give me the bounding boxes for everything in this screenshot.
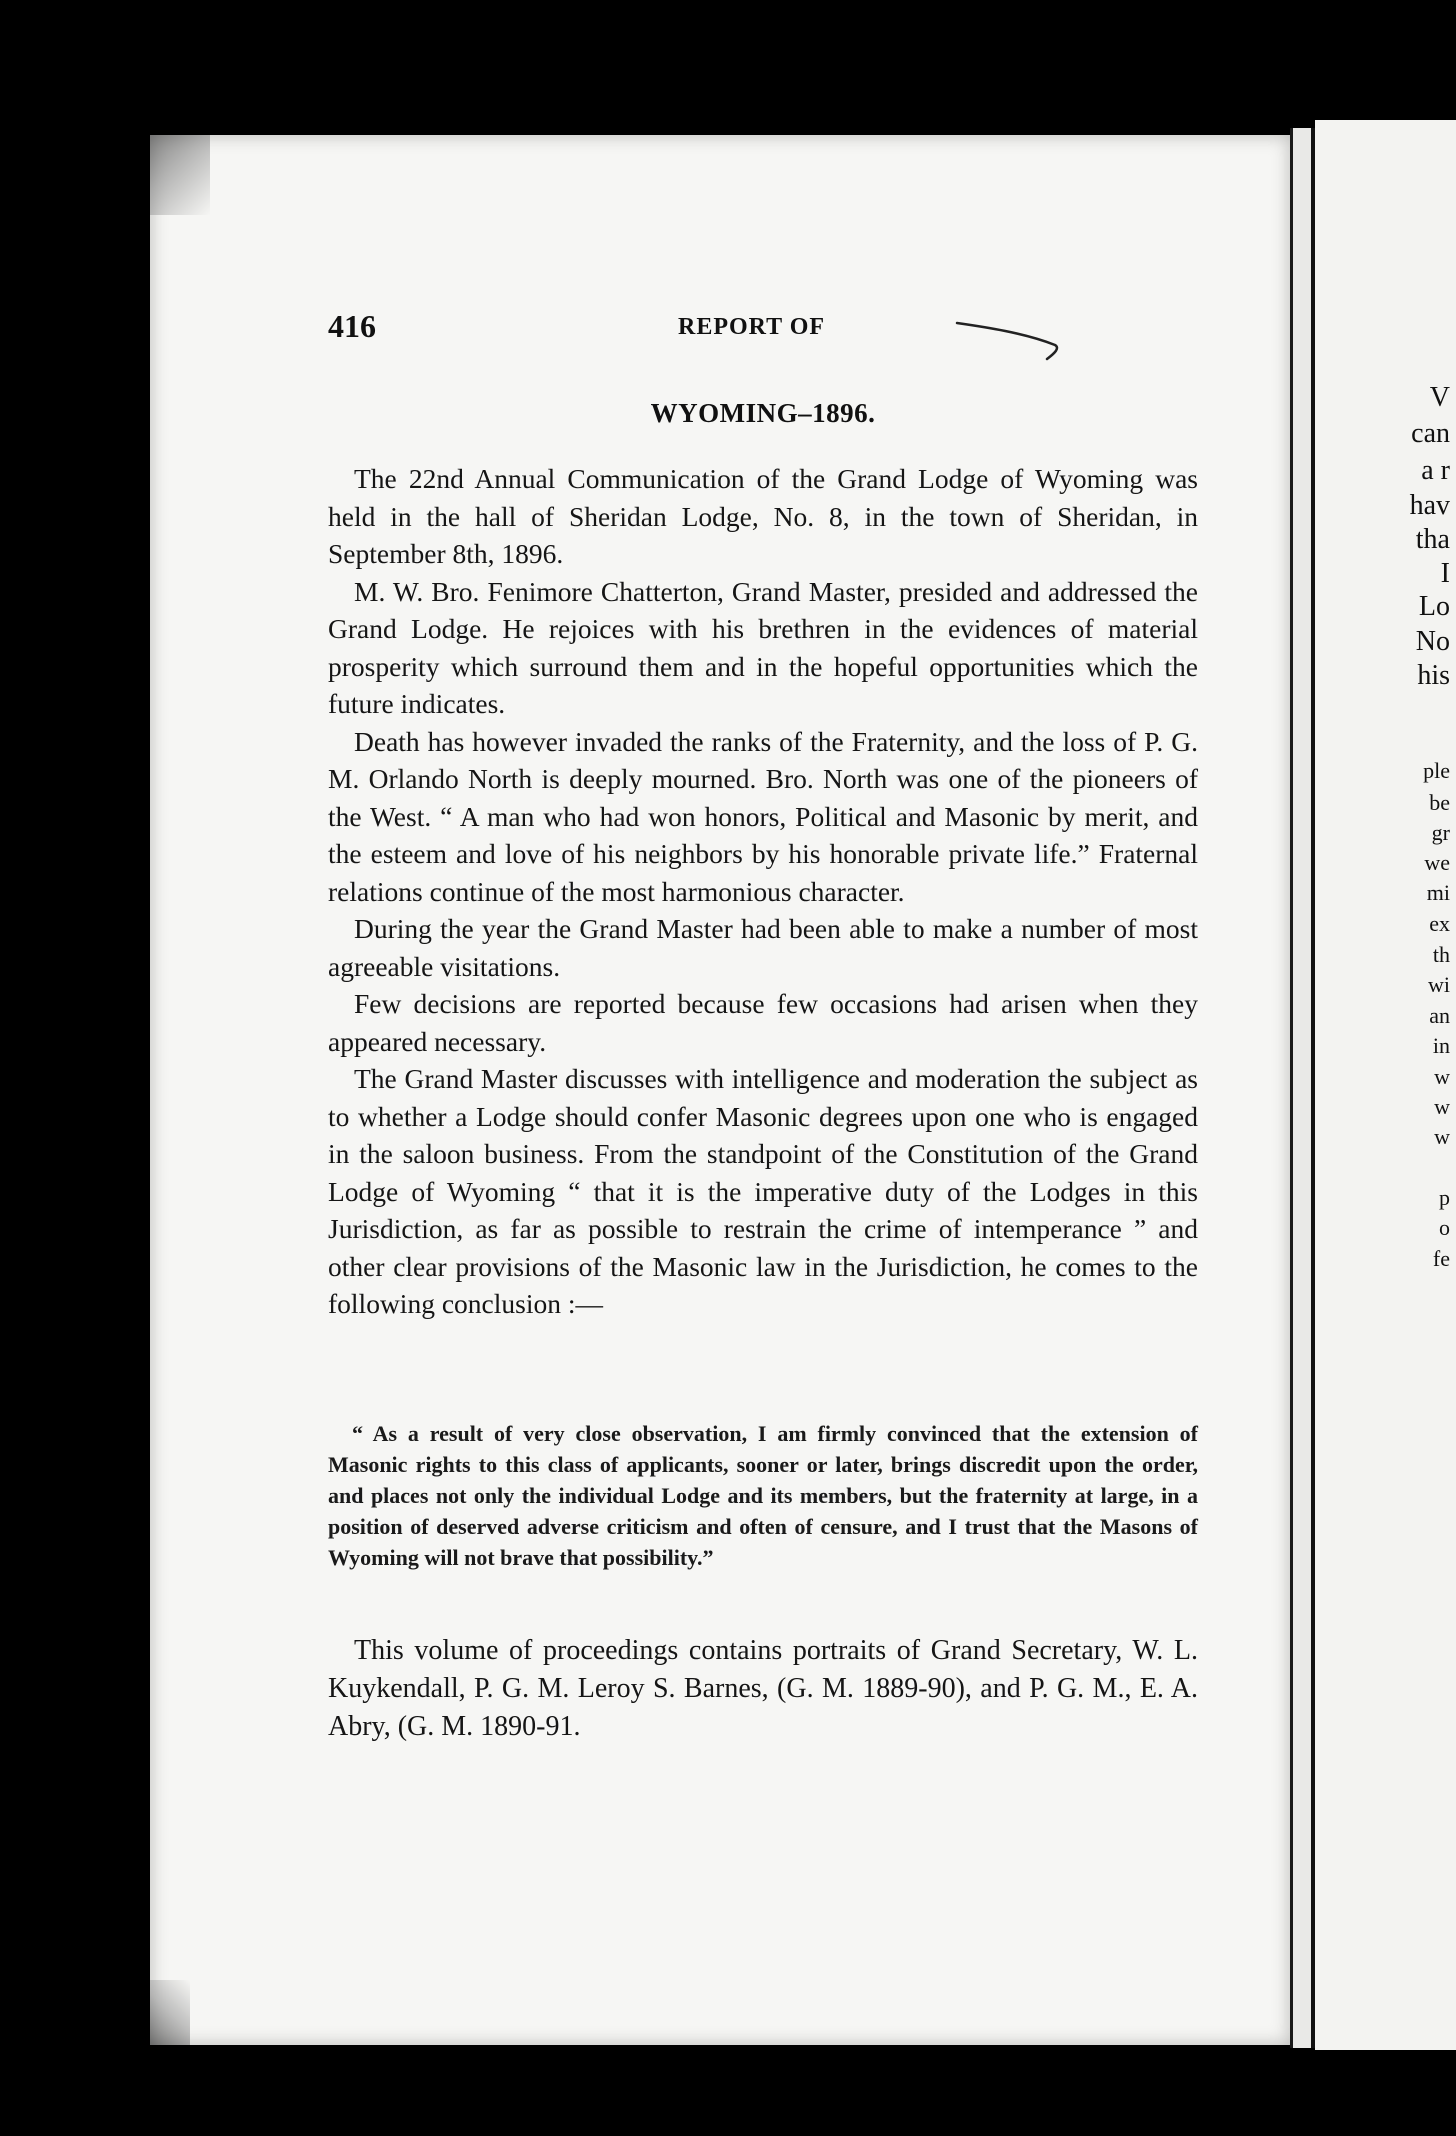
adjacent-fragment: hav [1409,490,1450,521]
paragraph: During the year the Grand Master had been able to make a number of most agreeable visitations. [328,913,1198,982]
adjacent-fragment: No [1415,626,1450,657]
paragraph: The Grand Master discusses with intelligence and moderation the subject as to whether a Lodge should confer Masonic degrees upon one who is engaged in the saloon business. From the standpoint of the Constitution of the Grand Lodge of Wyoming “ that it is the imperative duty of the Lodges in this Jurisdiction, as far as possible to restrain the crime of intemperance ” and other clear provisions of the Masonic law in the Jurisdiction, he comes to the following conclusion :— [328,1063,1198,1319]
adjacent-fragment: I [1440,558,1450,589]
page-corner-shadow-bottom [150,1980,190,2045]
adjacent-fragment: mi [1426,880,1450,905]
adjacent-page [1315,120,1456,2050]
adjacent-fragment: w [1434,1064,1450,1089]
adjacent-fragment: w [1434,1094,1450,1119]
running-head: REPORT OF [678,314,826,340]
adjacent-fragment: can [1411,418,1450,449]
adjacent-fragment: in [1432,1033,1450,1058]
adjacent-fragment: p [1439,1185,1450,1210]
adjacent-fragment: V [1429,382,1450,413]
adjacent-fragment: we [1424,850,1450,875]
page-gutter [1290,128,1315,2048]
paragraph: Death has however invaded the ranks of the Fraternity, and the loss of P. G. M. Orlando North is deeply mourned. Bro. North was one of the pioneers of the West. “ A man who had won honors, Political and Masonic by merit, and the esteem and love of his neighbors by his honorable private life.” Fraternal relations continue of the most harmonious character. [328,725,1198,907]
adjacent-fragment: Lo [1418,591,1450,622]
paragraph: The 22nd Annual Communication of the Grand Lodge of Wyoming was held in the hall of Sheridan Lodge, No. 8, in the town of Sheridan, in September 8th, 1896. [328,463,1198,569]
adjacent-fragment: his [1417,660,1450,691]
adjacent-fragment: ple [1423,758,1450,783]
closing-paragraph: This volume of proceedings contains portraits of Grand Secretary, W. L. Kuykendall, P. G. M. Leroy S. Barnes, (G. M. 1889-90), and P. G. M., E. A. Abry, (G. M. 1890-91. [328,1635,1198,1742]
adjacent-fragment: be [1429,790,1450,815]
article-body [328,460,1198,1323]
adjacent-fragment: an [1429,1003,1450,1028]
adjacent-fragment: o [1439,1215,1450,1240]
section-title: WYOMING–1896. [650,398,876,428]
adjacent-fragment: fe [1432,1246,1450,1271]
closing-paragraph-container [328,1632,1198,1746]
page-number: 416 [328,308,376,344]
page-header [328,308,1198,348]
block-quote: “ As a result of very close observation, I am firmly convinced that the extension of Masonic rights to this class of applicants, sooner or later, brings discredit upon the order, and places not only the individual Lodge and its members, but the fraternity at large, in a position of deserved adverse criticism and often of censure, and I trust that the Masons of Wyoming will not brave that possibility.” [328,1421,1198,1570]
adjacent-fragment: w [1434,1124,1450,1149]
adjacent-fragment: ex [1429,911,1450,936]
adjacent-fragment: wi [1428,972,1450,997]
adjacent-fragment: tha [1415,524,1450,555]
paragraph: Few decisions are reported because few occasions had arisen when they appeared necessary. [328,988,1198,1057]
paragraph: M. W. Bro. Fenimore Chatterton, Grand Master, presided and addressed the Grand Lodge. He rejoices with his brethren in the evidences of material prosperity which surround them and in the hopeful opportunities which the future indicates. [328,575,1198,719]
page-corner-shadow [150,135,210,215]
adjacent-fragment: th [1432,942,1450,967]
adjacent-fragment: gr [1431,820,1450,845]
pen-stroke-mark [955,315,1065,375]
adjacent-fragment: a r [1421,455,1450,486]
